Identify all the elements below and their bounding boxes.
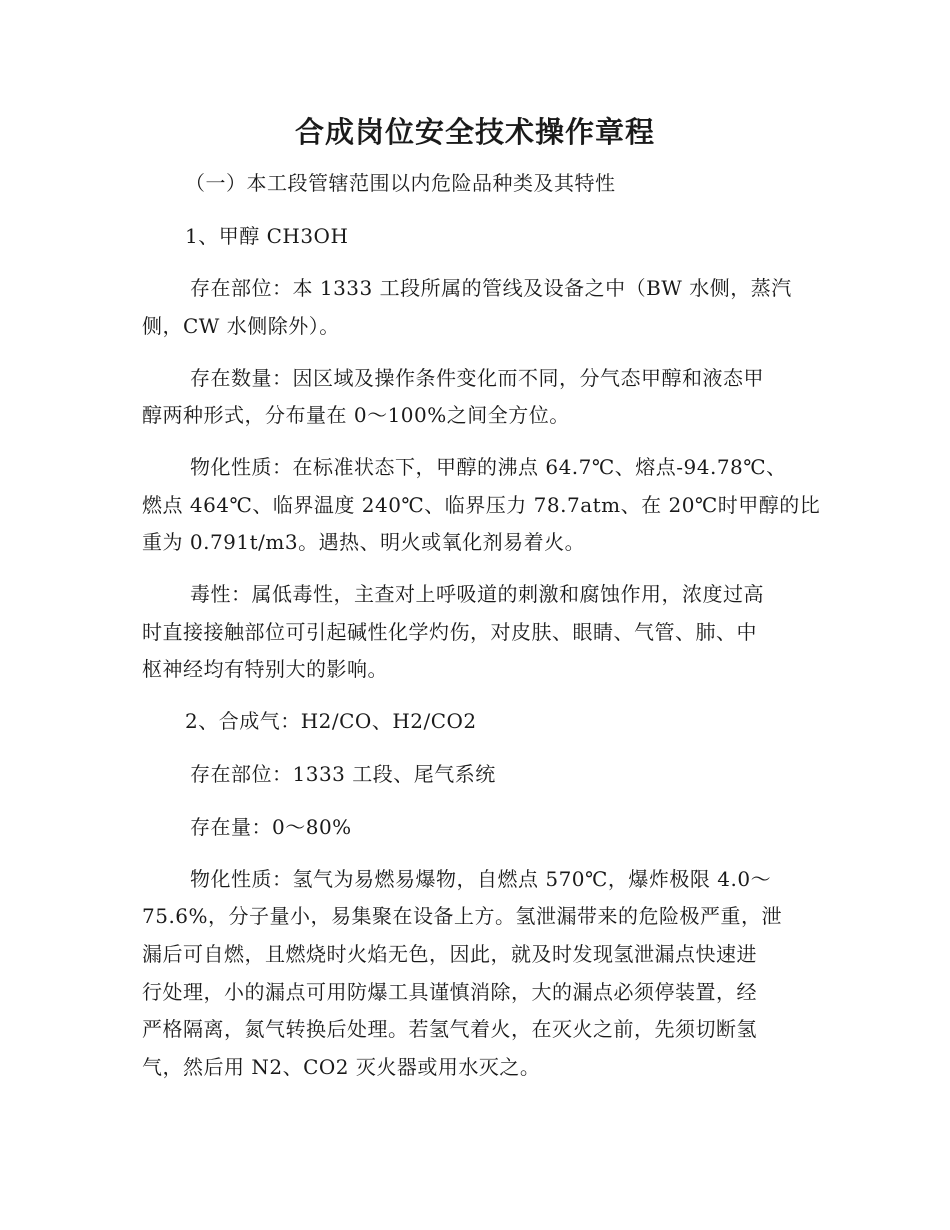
paragraph-line: 严格隔离，氮气转换后处理。若氢气着火，在灭火之前，先须切断氢 (142, 1017, 757, 1041)
paragraph-line: 气，然后用 N2、CO2 灭火器或用水灭之。 (142, 1055, 541, 1079)
paragraph-line: 物化性质：在标准状态下，甲醇的沸点 64.7℃、熔点-94.78℃、 (190, 455, 787, 479)
paragraph-line: 75.6%，分子量小，易集聚在设备上方。氢泄漏带来的危险极严重，泄 (142, 904, 783, 928)
item-heading-methanol: 1、甲醇 CH3OH (185, 224, 349, 248)
paragraph-line: 行处理，小的漏点可用防爆工具谨慎消除，大的漏点必须停装置，经 (142, 980, 757, 1004)
paragraph-location-syngas: 存在部位：1333 工段、尾气系统 (190, 762, 496, 786)
item-heading-syngas: 2、合成气：H2/CO、H2/CO2 (185, 709, 477, 733)
paragraph-line: 时直接接触部位可引起碱性化学灼伤，对皮肤、眼睛、气管、肺、中 (142, 620, 757, 644)
paragraph-line: 漏后可自燃，且燃烧时火焰无色，因此，就及时发现氢泄漏点快速进 (142, 942, 757, 966)
paragraph-line: 醇两种形式，分布量在 0～100%之间全方位。 (142, 403, 570, 427)
paragraph-line: 存在部位：本 1333 工段所属的管线及设备之中（BW 水侧，蒸汽 (190, 276, 792, 300)
paragraph-line: 毒性：属低毒性，主查对上呼吸道的刺激和腐蚀作用，浓度过高 (190, 582, 764, 606)
paragraph-quantity-syngas: 存在量：0～80% (190, 815, 352, 839)
paragraph-line: 存在数量：因区域及操作条件变化而不同，分气态甲醇和液态甲 (190, 366, 764, 390)
paragraph-line: 重为 0.791t/m3。遇热、明火或氧化剂易着火。 (142, 530, 586, 554)
section-heading: （一）本工段管辖范围以内危险品种类及其特性 (185, 171, 616, 195)
paragraph-line: 燃点 464℃、临界温度 240℃、临界压力 78.7atm、在 20℃时甲醇的比 (142, 493, 821, 517)
paragraph-line: 物化性质：氢气为易燃易爆物，自燃点 570℃，爆炸极限 4.0～ (190, 867, 772, 891)
paragraph-line: 侧，CW 水侧除外）。 (142, 314, 340, 338)
paragraph-line: 枢神经均有特别大的影响。 (142, 657, 388, 681)
document-title: 合成岗位安全技术操作章程 (294, 115, 655, 149)
